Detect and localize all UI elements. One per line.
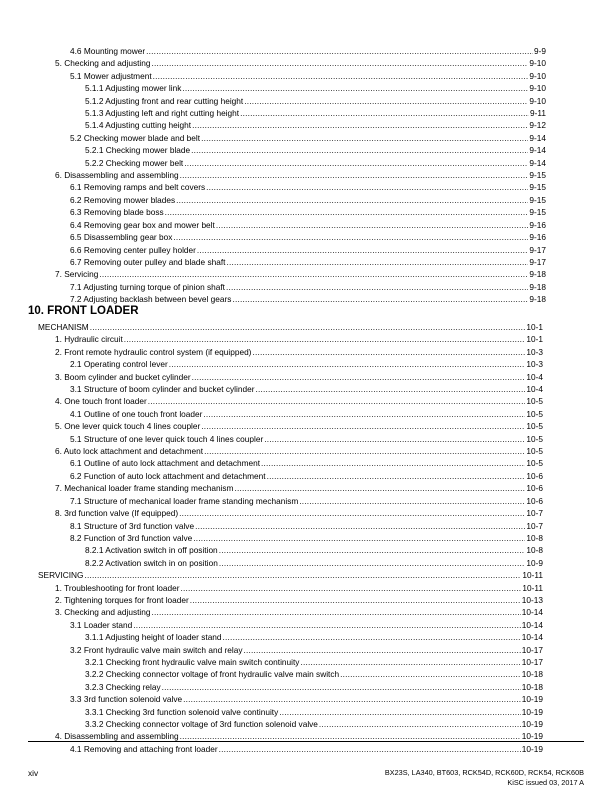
toc-entry-page: 10-19 [521,731,543,742]
toc-dot-leader [226,281,528,293]
toc-entry-page: 9-15 [529,194,546,205]
toc-entry[interactable] [0,268,612,280]
toc-dot-leader [240,107,529,119]
toc-entry-page: 9-15 [529,182,546,193]
toc-entry-title: 5. One lever quick touch 4 lines coupler [55,421,201,432]
toc-entry-title: 5.1.4 Adjusting cutting height [85,120,192,131]
toc-entry-title: 5.1.1 Adjusting mower link [85,83,182,94]
toc-entry-title: 3.2.3 Checking relay [85,681,161,692]
toc-entry[interactable] [0,395,612,407]
toc-entry-title: 4.1 Outline of one touch front loader [70,408,203,419]
toc-entry-page: 10-8 [526,532,543,543]
toc-entry-page: 10-18 [521,681,543,692]
toc-entry[interactable] [0,644,612,656]
toc-entry[interactable] [0,495,612,507]
toc-entry-page: 10-6 [526,470,543,481]
toc-entry-page: 10-6 [526,483,543,494]
toc-entry[interactable] [0,420,612,432]
toc-entry-page: 9-15 [529,170,546,181]
toc-entry-page: 10-14 [521,619,543,630]
toc-entry-page: 10-18 [521,669,543,680]
toc-dot-leader [223,631,521,643]
toc-entry-title: 8.1 Structure of 3rd function valve [70,520,195,531]
toc-entry-page: 10-5 [526,446,543,457]
toc-entry-title: 2. Front remote hydraulic control system (if equipped) [55,346,252,357]
toc-entry-title: 5.2.1 Checking mower blade [85,145,191,156]
toc-entry-title: 3.2.2 Checking connector voltage of front hydraulic valve main switch [85,669,340,680]
toc-entry-title: SERVICING [38,570,84,581]
toc-dot-leader [173,231,528,243]
toc-entry-title: 3.2.1 Checking front hydraulic valve main switch continuity [85,656,300,667]
toc-entry-page: 9-10 [529,70,546,81]
toc-entry[interactable] [0,321,612,333]
toc-entry[interactable] [0,718,612,730]
toc-dot-leader [90,321,526,333]
toc-entry-title: 7.1 Adjusting turning torque of pinion shaft [70,281,225,292]
toc-chapter-10 [0,321,612,755]
toc-entry-page: 10-13 [521,594,543,605]
toc-entry-title: 6. Auto lock attachment and detachment [55,446,204,457]
toc-entry-page: 9-17 [529,256,546,267]
toc-dot-leader [148,395,526,407]
toc-entry-page: 10-19 [521,706,543,717]
toc-entry-title: 6.1 Removing ramps and belt covers [70,182,206,193]
toc-dot-leader [219,557,526,569]
toc-entry-title: 8.2.2 Activation switch in on position [85,557,218,568]
toc-entry-page: 10-5 [526,408,543,419]
toc-entry[interactable] [0,333,612,345]
toc-dot-leader [204,445,525,457]
toc-entry-page: 9-10 [529,58,546,69]
toc-entry[interactable] [0,45,612,57]
toc-entry-title: 5.1 Structure of one lever quick touch 4 lines coupler [70,433,264,444]
footer-issue: KiSC issued 03, 2017 A [507,778,584,787]
toc-entry-page: 10-5 [526,421,543,432]
toc-entry-title: 1. Troubleshooting for front loader [55,582,180,593]
toc-dot-leader [203,408,525,420]
toc-entry-title: 8.2 Function of 3rd function valve [70,532,193,543]
toc-entry-title: 3.1 Structure of boom cylinder and bucket cylinder [70,384,255,395]
toc-entry[interactable] [0,507,612,519]
toc-entry-title: 5.1 Mower adjustment [70,70,152,81]
toc-entry-page: 10-1 [526,322,543,332]
toc-entry[interactable] [0,594,612,606]
toc-entry[interactable] [0,107,612,119]
toc-dot-leader [151,57,528,69]
toc-entry-page: 9-18 [529,281,546,292]
toc-dot-leader [201,132,528,144]
toc-entry-title: 8.2.1 Activation switch in off position [85,545,218,556]
toc-entry-title: 8. 3rd function valve (If equipped) [55,508,179,519]
toc-entry[interactable] [0,668,612,680]
toc-entry[interactable] [0,293,612,305]
toc-entry-title: 6.1 Outline of auto lock attachment and detachment [70,458,261,469]
toc-entry[interactable] [0,82,612,94]
toc-entry[interactable] [0,95,612,107]
footer-divider [28,741,584,742]
toc-entry-page: 10-5 [526,458,543,469]
toc-entry[interactable] [0,371,612,383]
toc-entry-page: 9-10 [529,83,546,94]
toc-entry-title: 6.2 Removing mower blades [70,194,176,205]
toc-entry-title: 5.2.2 Checking mower belt [85,157,184,168]
toc-entry-title: 3.1 Loader stand [70,619,133,630]
toc-entry-page: 9-16 [529,232,546,243]
toc-entry[interactable] [0,482,612,494]
toc-entry-title: 6.2 Function of auto lock attachment and detachment [70,470,266,481]
toc-dot-leader [165,206,529,218]
toc-entry-title: 5.2 Checking mower blade and belt [70,132,201,143]
toc-entry[interactable] [0,132,612,144]
toc-entry[interactable] [0,70,612,82]
toc-dot-leader [340,668,521,680]
toc-entry-title: 7. Servicing [55,269,99,280]
toc-entry-page: 10-19 [521,694,543,705]
toc-entry-title: 6.7 Removing outer pulley and blade shaft [70,256,226,267]
toc-entry-title: 6.6 Removing center pulley holder [70,244,196,255]
toc-entry[interactable] [0,582,612,594]
toc-entry[interactable] [0,470,612,482]
toc-dot-leader [319,718,521,730]
toc-entry-page: 10-8 [526,545,543,556]
toc-entry[interactable] [0,231,612,243]
toc-entry-title: MECHANISM [38,322,89,332]
toc-entry[interactable] [0,693,612,705]
toc-dot-leader [124,333,526,345]
toc-dot-leader [192,371,526,383]
toc-dot-leader [133,619,520,631]
toc-entry-title: 3.2 Front hydraulic valve main switch and relay [70,644,243,655]
toc-entry-page: 10-17 [521,656,543,667]
toc-dot-leader [261,457,525,469]
toc-dot-leader [206,181,528,193]
toc-dot-leader [255,383,525,395]
toc-entry-page: 9-10 [529,95,546,106]
toc-dot-leader [179,507,525,519]
toc-dot-leader [232,293,528,305]
toc-dot-leader [219,544,526,556]
toc-entry-page: 10-3 [526,346,543,357]
toc-entry-page: 10-7 [526,520,543,531]
toc-dot-leader [176,194,528,206]
toc-entry[interactable] [0,557,612,569]
toc-entry-title: 4.1 Removing and attaching front loader [70,743,218,754]
toc-entry[interactable] [0,457,612,469]
toc-entry-page: 10-17 [521,644,543,655]
toc-entry[interactable] [0,656,612,668]
toc-entry-page: 9-11 [530,108,546,119]
toc-entry-page: 9-14 [529,157,546,168]
toc-dot-leader [279,706,521,718]
toc-entry-page: 10-19 [521,719,543,729]
toc-entry-title: 6.4 Removing gear box and mower belt [70,219,215,230]
toc-entry-page: 9-14 [529,145,546,156]
toc-dot-leader [195,520,525,532]
toc-entry[interactable] [0,520,612,532]
toc-entry-page: 10-1 [526,334,543,345]
toc-entry-title: 3. Checking and adjusting [55,607,151,618]
toc-dot-leader [99,268,528,280]
toc-dot-leader [234,482,525,494]
toc-entry-page: 10-5 [526,396,543,407]
toc-entry-title: 5.1.3 Adjusting left and right cutting height [85,108,240,119]
toc-entry[interactable] [0,181,612,193]
toc-entry-page: 10-4 [526,384,543,395]
toc-entry-page: 10-9 [526,557,543,568]
footer-page-number: xiv [28,768,39,778]
toc-entry[interactable] [0,706,612,718]
toc-entry-page: 10-7 [526,508,543,519]
toc-entry[interactable] [0,57,612,69]
toc-entry-title: 3.1.1 Adjusting height of loader stand [85,632,222,643]
toc-entry[interactable] [0,157,612,169]
toc-dot-leader [182,82,528,94]
toc-dot-leader [146,45,533,57]
toc-entry-title: 6.3 Removing blade boss [70,207,164,218]
toc-dot-leader [183,693,521,705]
toc-entry[interactable] [0,681,612,693]
toc-entry[interactable] [0,631,612,643]
toc-entry-title: 3.3 3rd function solenoid valve [70,694,183,705]
toc-dot-leader [264,433,525,445]
toc-chapter-9-continued [0,45,612,306]
toc-entry[interactable] [0,219,612,231]
toc-entry-title: 4. One touch front loader [55,396,147,407]
toc-entry-page: 10-3 [526,359,543,370]
toc-dot-leader [184,157,528,169]
toc-entry[interactable] [0,206,612,218]
toc-entry[interactable] [0,569,612,581]
toc-entry-page: 9-17 [529,244,546,255]
toc-entry[interactable] [0,346,612,358]
toc-entry-page: 9-18 [529,269,546,280]
toc-entry-page: 10-19 [521,743,543,754]
toc-entry-page: 9-9 [534,46,546,56]
toc-dot-leader [151,606,520,618]
toc-entry[interactable] [0,244,612,256]
toc-dot-leader [169,358,526,370]
toc-entry[interactable] [0,281,612,293]
toc-entry-title: 2. Tightening torques for front loader [55,594,189,605]
toc-entry-page: 10-14 [521,607,543,618]
toc-entry-title: 5.1.2 Adjusting front and rear cutting height [85,95,244,106]
toc-entry-page: 10-11 [522,582,543,593]
toc-entry[interactable] [0,606,612,618]
toc-entry-title: 6. Disassembling and assembling [55,170,179,181]
toc-entry[interactable] [0,445,612,457]
toc-dot-leader [244,95,528,107]
toc-dot-leader [201,420,525,432]
toc-dot-leader [300,656,520,668]
toc-dot-leader [180,169,529,181]
toc-dot-leader [162,681,521,693]
toc-entry-page: 10-4 [526,371,543,382]
toc-entry[interactable] [0,256,612,268]
toc-entry-title: 4.6 Mounting mower [70,46,146,56]
toc-entry-title: 2.1 Operating control lever [70,359,168,370]
toc-entry-page: 10-11 [522,570,543,581]
toc-entry[interactable] [0,433,612,445]
toc-dot-leader [299,495,525,507]
toc-entry[interactable] [0,194,612,206]
toc-dot-leader [85,569,522,581]
toc-entry-page: 9-15 [529,207,546,218]
toc-entry-title: 4. Disassembling and assembling [55,731,179,742]
toc-entry[interactable] [0,383,612,395]
toc-entry-title: 7.2 Adjusting backlash between bevel gears [70,294,232,305]
toc-entry-title: 7. Mechanical loader frame standing mechanism [55,483,234,494]
toc-entry-title: 3.3.2 Checking connector voltage of 3rd function solenoid valve [85,719,318,729]
toc-entry[interactable] [0,358,612,370]
toc-entry-page: 9-18 [529,294,546,305]
toc-entry[interactable] [0,743,612,755]
toc-dot-leader [153,70,529,82]
toc-entry-page: 10-5 [526,433,543,444]
toc-entry[interactable] [0,119,612,131]
toc-entry-page: 10-6 [526,495,543,506]
toc-dot-leader [219,743,521,755]
toc-dot-leader [192,119,528,131]
toc-dot-leader [190,594,521,606]
toc-entry[interactable] [0,544,612,556]
toc-dot-leader [193,532,525,544]
toc-dot-leader [181,582,522,594]
toc-entry-page: 9-14 [529,132,546,143]
toc-dot-leader [226,256,528,268]
toc-dot-leader [191,144,528,156]
toc-entry[interactable] [0,169,612,181]
toc-entry-title: 3.3.1 Checking 3rd function solenoid valve continuity [85,706,279,717]
toc-dot-leader [197,244,528,256]
toc-dot-leader [243,644,520,656]
toc-entry-title: 7.1 Structure of mechanical loader frame standing mechanism [70,495,299,506]
toc-dot-leader [216,219,529,231]
toc-entry-title: 3. Boom cylinder and bucket cylinder [55,371,191,382]
toc-entry[interactable] [0,532,612,544]
toc-entry[interactable] [0,619,612,631]
toc-dot-leader [252,346,525,358]
toc-entry-page: 10-14 [521,632,543,643]
toc-entry-page: 9-12 [529,120,546,131]
toc-dot-leader [267,470,526,482]
section-title: 10. FRONT LOADER [28,305,139,317]
footer-models: BX23S, LA340, BT603, RCK54D, RCK60D, RCK54, RCK60B [384,768,584,777]
toc-entry-title: 6.5 Disassembling gear box [70,232,173,243]
toc-entry[interactable] [0,144,612,156]
toc-entry-title: 1. Hydraulic circuit [55,334,123,345]
toc-entry-page: 9-16 [529,219,546,230]
toc-entry[interactable] [0,408,612,420]
toc-entry-title: 5. Checking and adjusting [55,58,151,69]
